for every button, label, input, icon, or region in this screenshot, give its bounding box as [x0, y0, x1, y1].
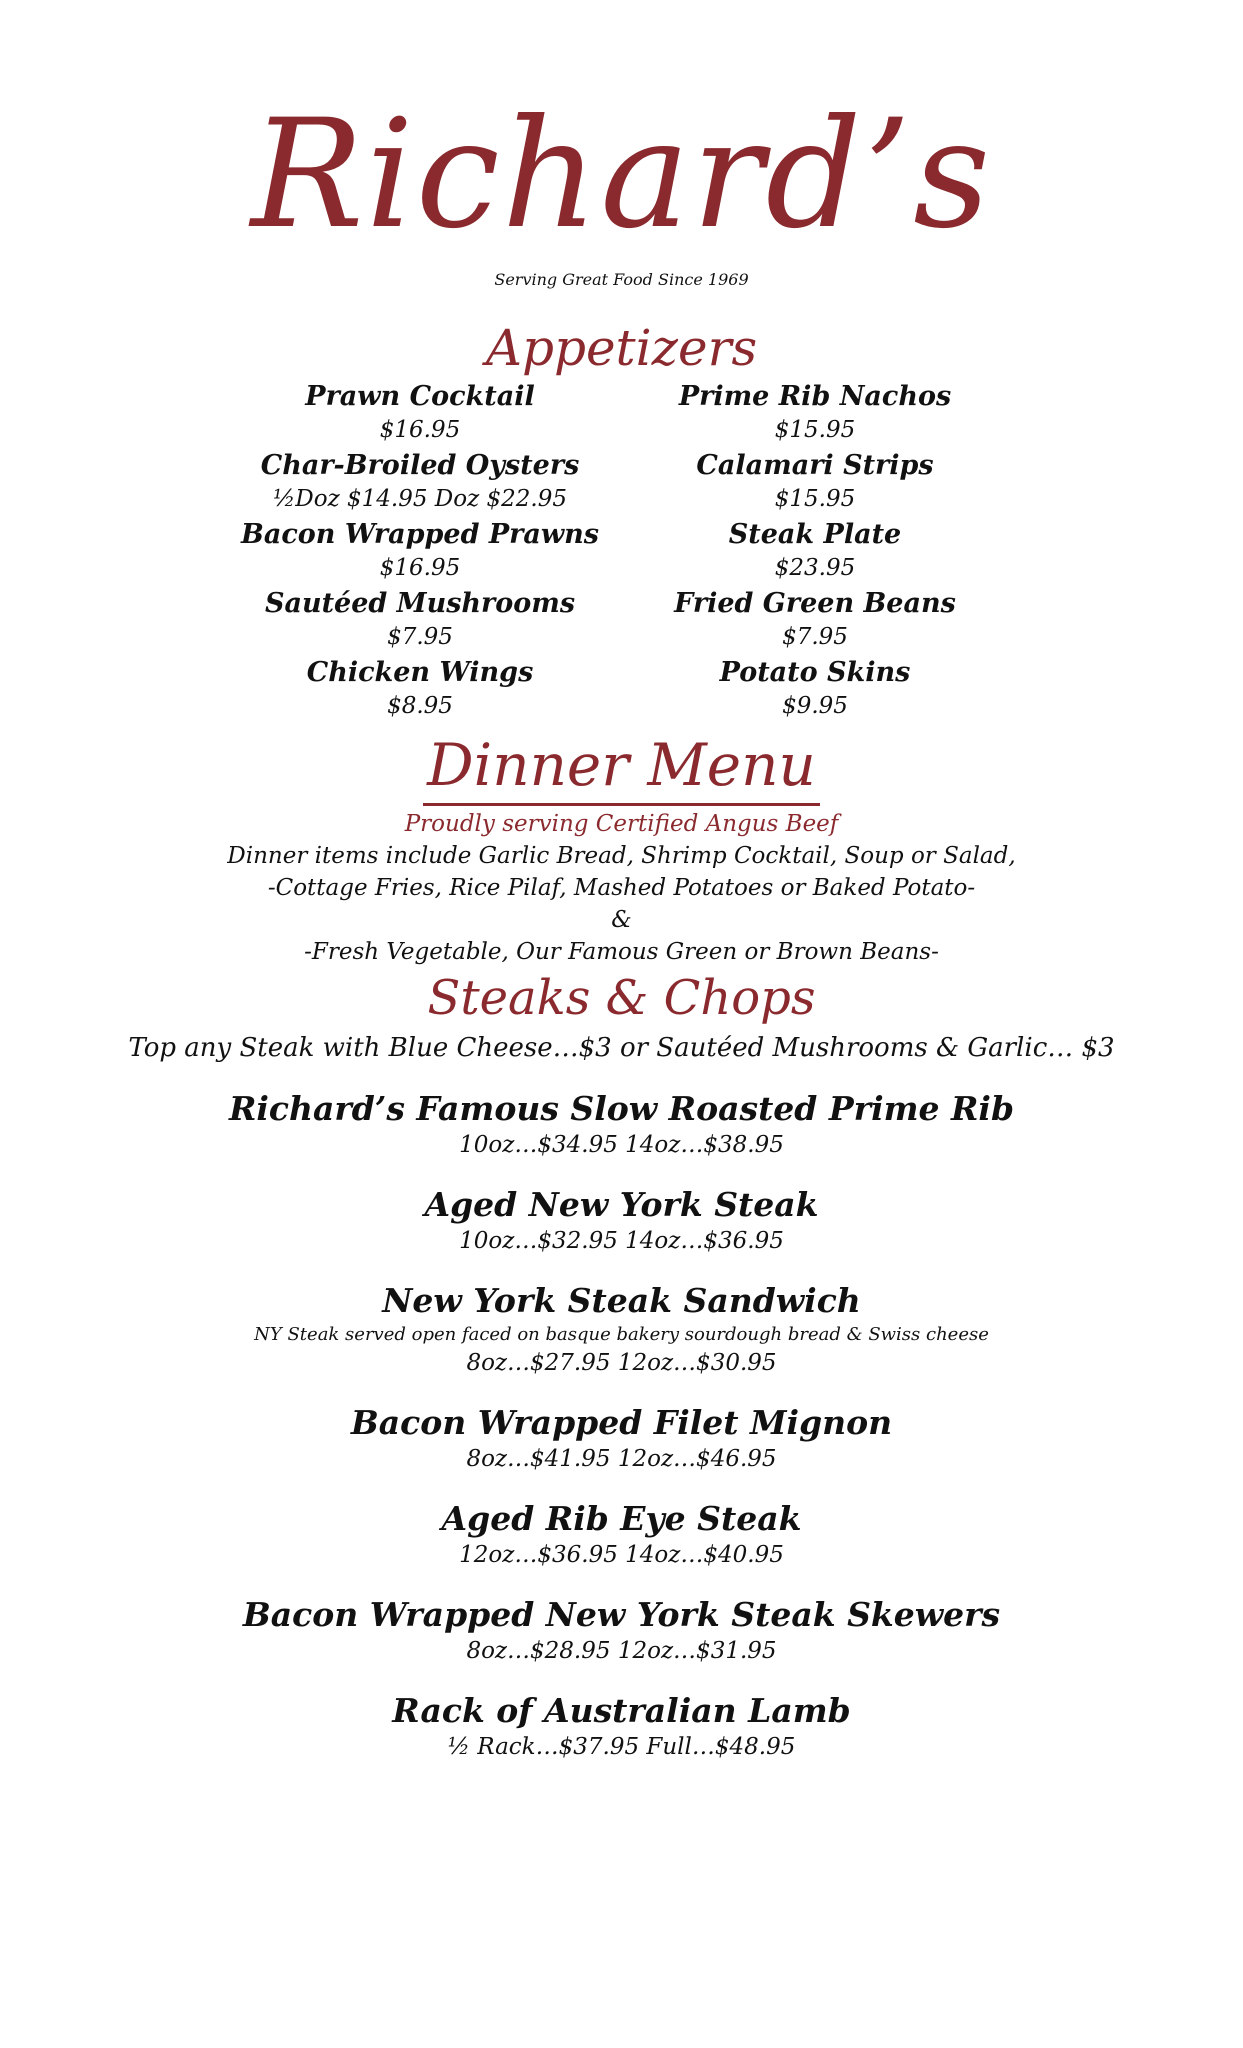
item-name: Potato Skins	[719, 657, 911, 688]
menu-item	[200, 449, 640, 518]
appetizers-left-column	[200, 380, 640, 725]
item-name: Calamari Strips	[696, 450, 934, 481]
menu-item	[0, 1184, 1243, 1256]
item-price: ½Doz $14.95 Doz $22.95	[273, 486, 567, 512]
appetizers-right-column	[595, 380, 1035, 725]
item-name: Bacon Wrapped Filet Mignon	[350, 1403, 893, 1442]
item-name: Fried Green Beans	[674, 588, 956, 619]
item-price: $15.95	[774, 417, 856, 443]
item-price: 12oz…$36.95 14oz…$40.95	[459, 1542, 784, 1568]
item-price: 8oz…$28.95 12oz…$31.95	[466, 1638, 777, 1664]
steak-toppings-note: Top any Steak with Blue Cheese…$3 or Sautéed Mushrooms & Garlic… $3	[128, 1033, 1115, 1063]
restaurant-logo: Richard’s	[250, 88, 993, 262]
item-name: Sautéed Mushrooms	[264, 588, 576, 619]
item-price: 10oz…$32.95 14oz…$36.95	[459, 1228, 784, 1254]
appetizers-heading: Appetizers	[485, 319, 758, 377]
menu-item	[595, 587, 1035, 656]
item-description: NY Steak served open faced on basque bakery sourdough bread & Swiss cheese	[254, 1324, 989, 1345]
item-price: $15.95	[774, 486, 856, 512]
tagline: Serving Great Food Since 1969	[494, 270, 749, 289]
item-name: Aged New York Steak	[424, 1185, 819, 1224]
item-price: $8.95	[387, 693, 453, 719]
dinner-menu-heading-wrapper	[0, 730, 1243, 800]
dinner-subheading: Proudly serving Certified Angus Beef	[404, 811, 839, 837]
item-name: Bacon Wrapped New York Steak Skewers	[242, 1595, 1001, 1634]
item-name: Prawn Cocktail	[305, 381, 535, 412]
menu-item	[595, 380, 1035, 449]
dinner-includes-ampersand: &	[611, 907, 632, 933]
steaks-chops-heading: Steaks & Chops	[427, 970, 816, 1026]
menu-item	[200, 656, 640, 725]
item-price: $23.95	[774, 555, 856, 581]
menu-item	[200, 587, 640, 656]
item-name: Steak Plate	[728, 519, 902, 550]
menu-item	[0, 1690, 1243, 1762]
item-price: $7.95	[782, 624, 848, 650]
menu-item	[0, 1088, 1243, 1160]
item-name: Char-Broiled Oysters	[260, 450, 580, 481]
item-price: $7.95	[387, 624, 453, 650]
steaks-list	[0, 1088, 1243, 1786]
dinner-includes-line: -Cottage Fries, Rice Pilaf, Mashed Potatoes or Baked Potato-	[267, 875, 976, 901]
item-price: 8oz…$27.95 12oz…$30.95	[466, 1350, 777, 1376]
item-name: New York Steak Sandwich	[382, 1281, 861, 1320]
menu-item	[0, 1402, 1243, 1474]
item-price: 10oz…$34.95 14oz…$38.95	[459, 1132, 784, 1158]
item-name: Aged Rib Eye Steak	[441, 1499, 802, 1538]
dinner-menu-heading: Dinner Menu	[423, 731, 820, 806]
item-price: $16.95	[379, 417, 461, 443]
item-price: $9.95	[782, 693, 848, 719]
item-price: ½ Rack…$37.95 Full…$48.95	[447, 1734, 796, 1760]
item-name: Chicken Wings	[306, 657, 534, 688]
menu-item	[0, 1594, 1243, 1666]
item-name: Bacon Wrapped Prawns	[241, 519, 599, 550]
menu-item	[200, 380, 640, 449]
menu-item	[0, 1280, 1243, 1378]
menu-item	[595, 518, 1035, 587]
item-name: Richard’s Famous Slow Roasted Prime Rib	[228, 1089, 1015, 1128]
item-price: 8oz…$41.95 12oz…$46.95	[466, 1446, 777, 1472]
menu-item	[595, 656, 1035, 725]
menu-item	[595, 449, 1035, 518]
dinner-info	[0, 808, 1243, 968]
dinner-includes-line: -Fresh Vegetable, Our Famous Green or Brown Beans-	[304, 939, 939, 965]
menu-item	[200, 518, 640, 587]
dinner-includes-line: Dinner items include Garlic Bread, Shrimp Cocktail, Soup or Salad,	[227, 843, 1016, 869]
item-name: Rack of Australian Lamb	[392, 1691, 851, 1730]
item-price: $16.95	[379, 555, 461, 581]
menu-item	[0, 1498, 1243, 1570]
item-name: Prime Rib Nachos	[678, 381, 952, 412]
